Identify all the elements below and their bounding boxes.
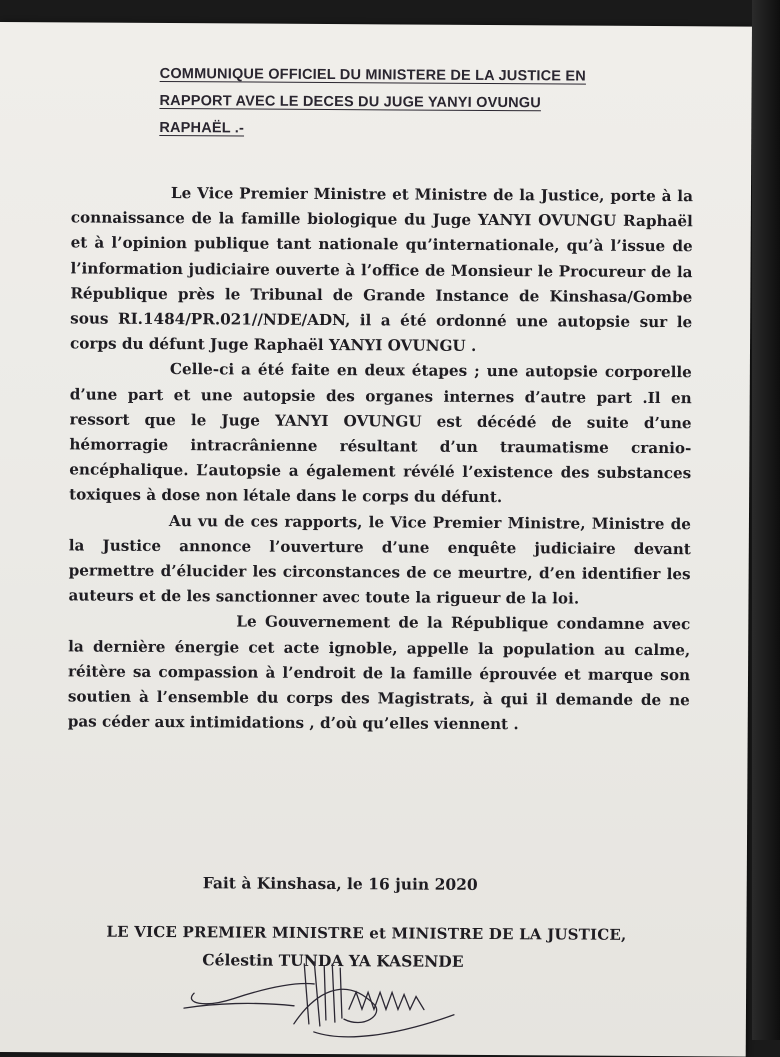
document-page	[0, 22, 752, 1057]
paragraph-3: Au vu de ces rapports, le Vice Premier Ministre, Ministre de la Justice annonce l’ouverture d’une enquête judiciaire devant permettre d’élucider les circonstances de ce meurtre, d’en identifier les auteurs et de les sanctionner avec toute la rigueur de la loi.	[68, 511, 692, 608]
title-line-2: RAPPORT AVEC LE DECES DU JUGE YANYI OVUNGU	[159, 92, 542, 112]
dark-background-edge	[752, 0, 780, 1040]
signer-title: LE VICE PREMIER MINISTRE et MINISTRE DE LA JUSTICE,	[106, 922, 627, 944]
signer-name: Célestin TUNDA YA KASENDE	[202, 950, 464, 971]
document-body	[68, 180, 693, 738]
paragraph-4: Le Gouvernement de la République condamne avec la dernière énergie cet acte ignoble, appelle la population au calme, réitère sa compassion à l’endroit de la famille éprouvée et marque son soutien à l’ensemble du corps des Magistrats, à qui il demande de ne pas céder aux intimidations , d’où qu’elles viennent .	[67, 612, 691, 734]
title-line-3: RAPHAËL .-	[159, 119, 245, 137]
handwritten-signature	[174, 953, 475, 1045]
paragraph-1: Le Vice Premier Ministre et Ministre de la Justice, porte à la connaissance de la famille biologique du Juge YANYI OVUNGU Raphaël et à l’opinion publique tant nationale qu’internationale, qu’à l’issue de l’information judiciaire ouverte à l’office de Monsieur le Procureur de la République près le Tribunal de Grande Instance de Kinshasa/Gombe sous RI.1484/PR.021//NDE/ADN, il a été ordonné une autopsie sur le corps du défunt Juge Raphaël YANYI OVUNGU .	[69, 184, 694, 356]
paragraph-2: Celle-ci a été faite en deux étapes ; une autopsie corporelle d’une part et une autopsie des organes internes d’autre part .Il en ressort que le Juge YANYI OVUNGU est décédé de suite d’une hémorragie intracrânienne résultant d’un traumatisme cranio-encéphalique. L’autopsie a également révélé l’existence des substances toxiques à dose non létale dans le corps du défunt.	[69, 360, 692, 507]
title-line-1: COMMUNIQUE OFFICIEL DU MINISTERE DE LA JUSTICE EN	[159, 65, 587, 85]
document-title	[159, 61, 659, 145]
place-and-date: Fait à Kinshasa, le 16 juin 2020	[202, 873, 478, 894]
